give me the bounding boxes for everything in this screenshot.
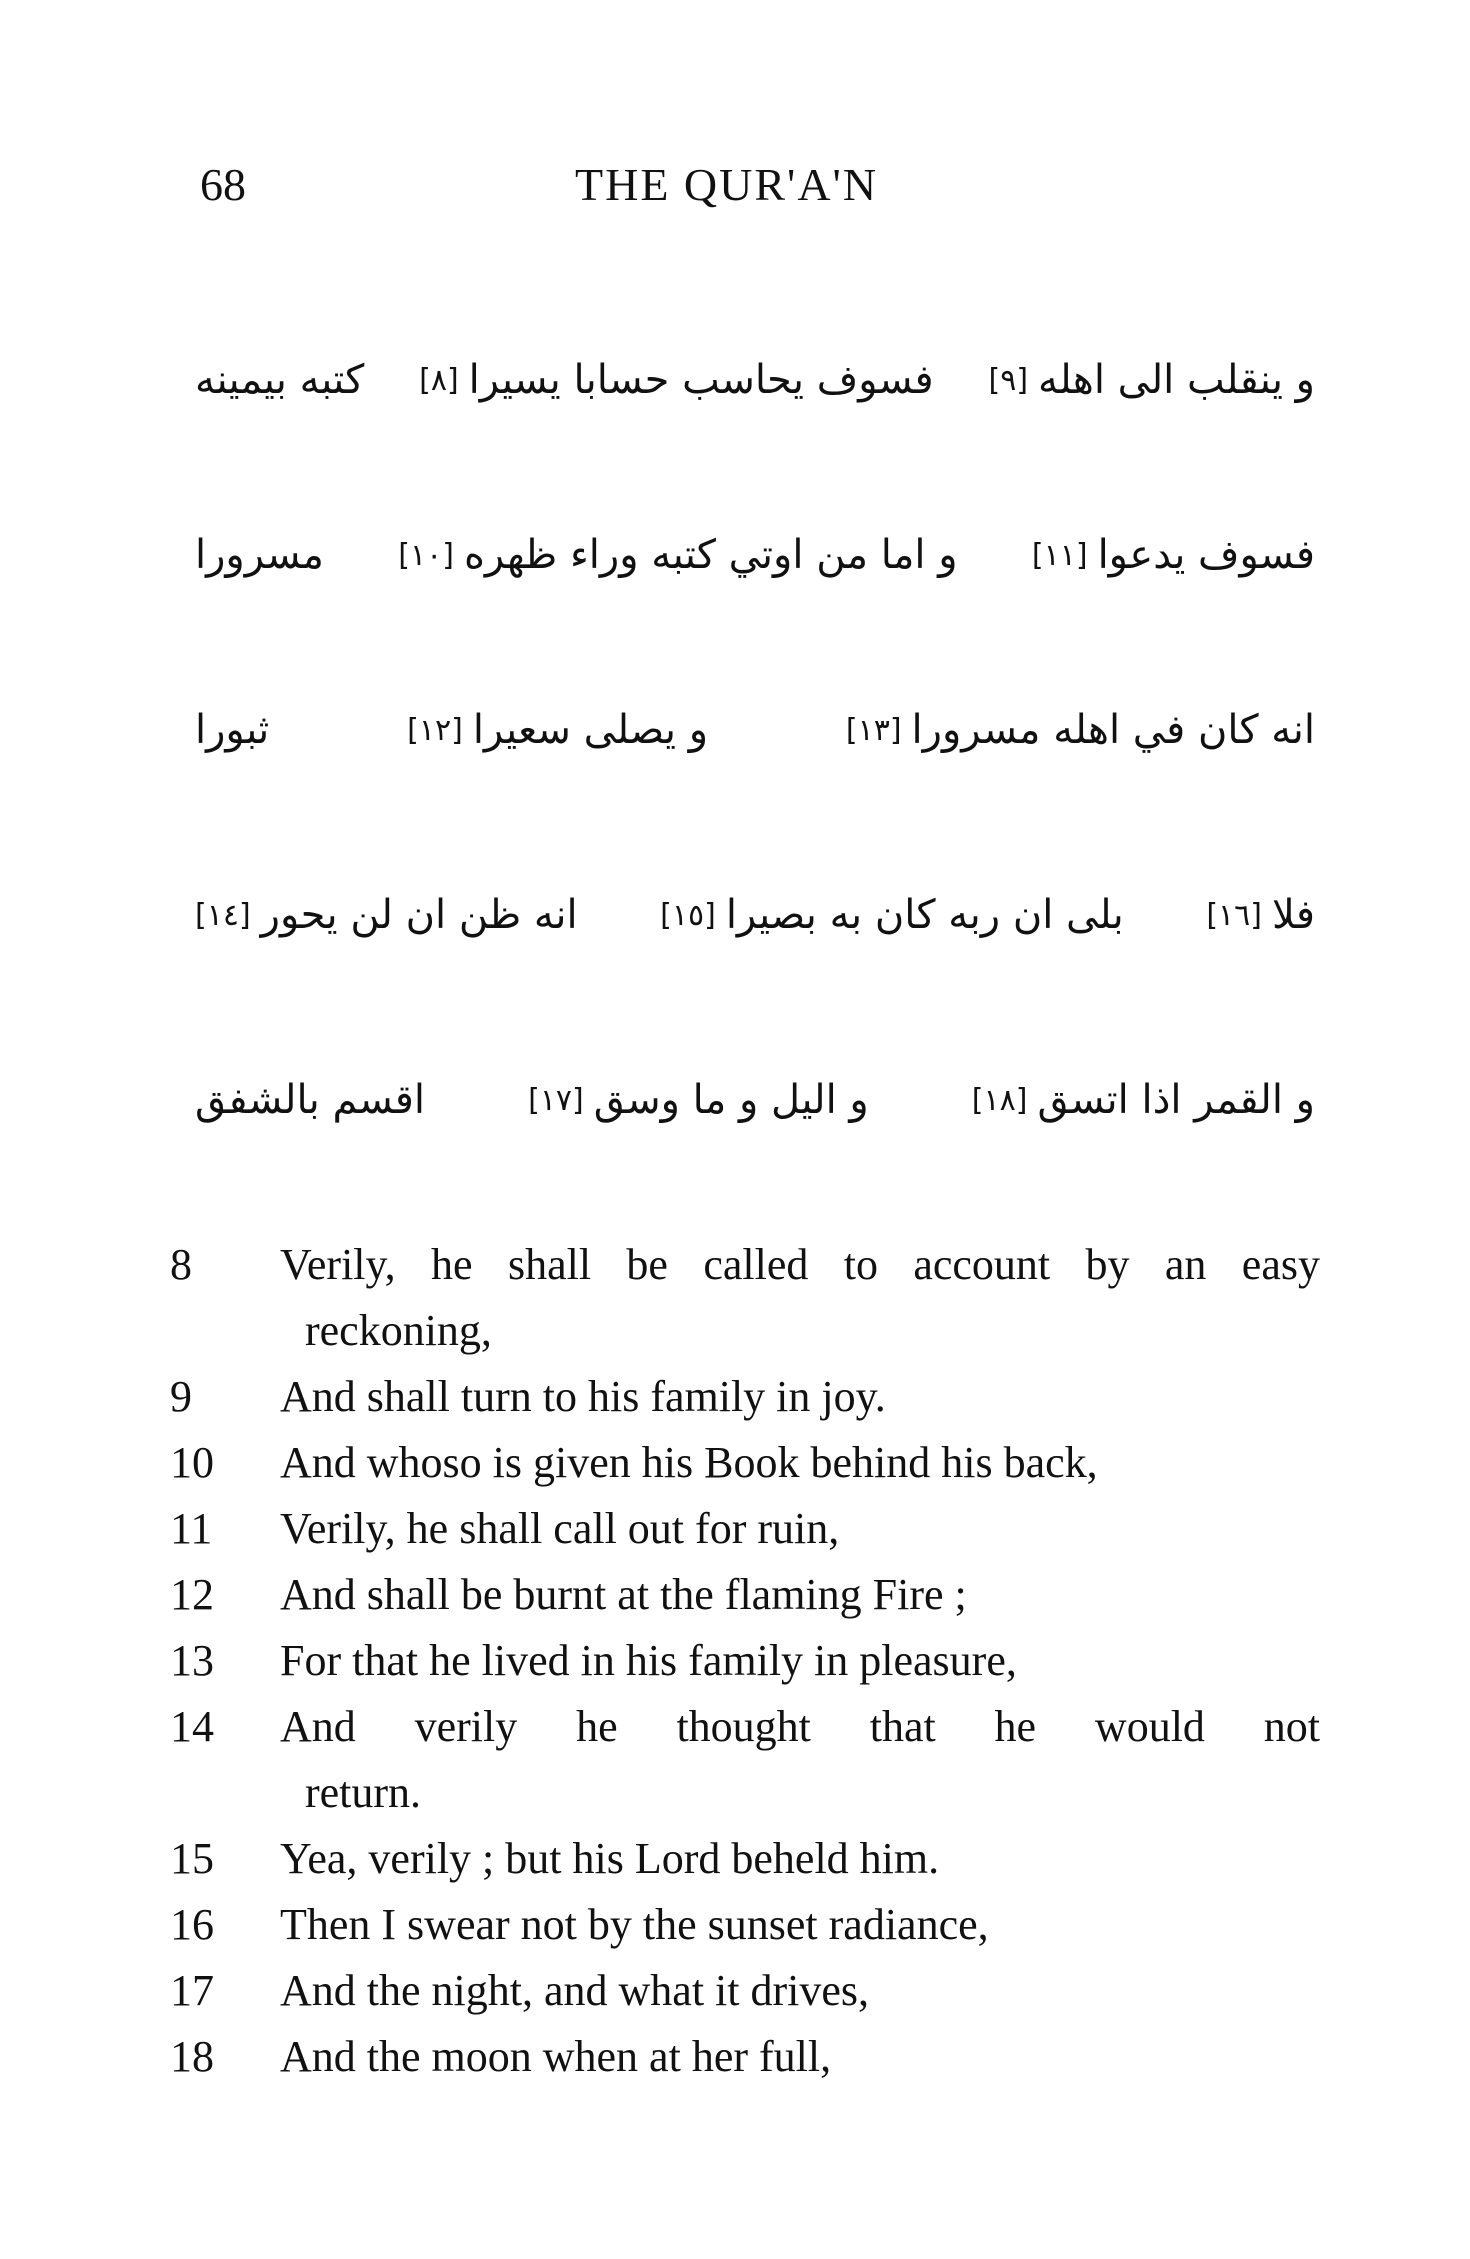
verse-number: 15 [170, 1834, 214, 1883]
arabic-verse-text: انه ظن ان لن يحور [260, 892, 578, 938]
verse-text: And shall be burnt at the flaming Fire ; [280, 1570, 967, 1619]
verse-line [170, 1826, 1320, 1892]
verse-number: 18 [170, 2032, 214, 2081]
arabic-verse-text: فسوف يحاسب حسابا يسيرا [468, 357, 934, 403]
arabic-segment [988, 357, 1315, 403]
verse-line [170, 1958, 1320, 2024]
verse-marker: [١١] [1031, 537, 1088, 573]
arabic-verse-text: فلا [1271, 892, 1315, 938]
arabic-verse-text: كتبه بيمينه [195, 357, 365, 403]
english-translation [170, 1232, 1320, 2090]
verse-text: Verily, he shall be called to account by an easy [280, 1240, 1320, 1289]
page-number: 68 [200, 159, 246, 210]
verse-marker: [١٥] [660, 897, 716, 933]
verse-line [170, 2024, 1320, 2090]
arabic-verse-text: بلى ان ربه كان به بصيرا [725, 892, 1124, 938]
verse-text: Verily, he shall call out for ruin, [280, 1504, 840, 1553]
verse-number: 11 [170, 1504, 213, 1553]
arabic-verse-text: مسرورا [195, 532, 324, 578]
verse-text: And shall turn to his family in joy. [280, 1372, 886, 1421]
arabic-verse-text: فسوف يدعوا [1097, 532, 1315, 578]
verse-text: Then I swear not by the sunset radiance, [280, 1900, 989, 1949]
verse-marker: [١٤] [195, 897, 251, 933]
verse-marker: [١٣] [845, 712, 902, 748]
arabic-line [195, 855, 1315, 975]
arabic-segment [195, 1077, 425, 1123]
verse-number: 12 [170, 1570, 214, 1619]
arabic-verse-text: و ينقلب الى اهله [1038, 357, 1315, 403]
verse-number: 13 [170, 1636, 214, 1685]
arabic-segment [419, 357, 934, 403]
arabic-segment [195, 532, 324, 578]
verse-number: 10 [170, 1438, 214, 1487]
verse-line [170, 1364, 1320, 1430]
arabic-verse-text: و يصلى سعيرا [472, 707, 709, 753]
verse-marker: [٩] [988, 362, 1029, 398]
verse-number: 8 [170, 1240, 192, 1289]
arabic-segment [972, 1077, 1315, 1123]
verse-line [170, 1562, 1320, 1628]
arabic-segment [195, 707, 269, 753]
verse-marker: [١٢] [407, 712, 463, 748]
arabic-segment [846, 707, 1315, 753]
verse-marker: [١٨] [971, 1082, 1028, 1118]
arabic-line [195, 670, 1315, 790]
arabic-segment [528, 1077, 869, 1123]
verse-text: And the night, and what it drives, [280, 1966, 870, 2015]
verse-marker: [١٧] [528, 1082, 584, 1118]
verse-text: For that he lived in his family in pleasure, [280, 1636, 1017, 1685]
verse-number: 9 [170, 1372, 192, 1421]
arabic-line [195, 495, 1315, 615]
verse-text: And the moon when at her full, [280, 2032, 832, 2081]
verse-text: And verily he thought that he would not [280, 1702, 1320, 1751]
verse-continuation: reckoning, [305, 1306, 492, 1355]
arabic-segment [195, 892, 578, 938]
arabic-verse-text: و القمر اذا اتسق [1037, 1077, 1315, 1123]
verse-marker: [١٠] [398, 537, 454, 573]
arabic-verse-text: انه كان في اهله مسرورا [911, 707, 1315, 753]
verse-marker: [١٦] [1206, 897, 1262, 933]
arabic-segment [660, 892, 1124, 938]
verse-line [170, 1694, 1320, 1760]
arabic-verse-text: و اليل و ما وسق [593, 1077, 869, 1123]
arabic-segment [407, 707, 708, 753]
arabic-text-block [195, 300, 1315, 1180]
arabic-segment [195, 357, 364, 403]
arabic-segment [398, 532, 957, 578]
running-title: THE QUR'A'N [575, 159, 879, 210]
verse-number: 16 [170, 1900, 214, 1949]
verse-line [170, 1232, 1320, 1298]
verse-line [170, 1496, 1320, 1562]
arabic-segment [1032, 532, 1315, 578]
arabic-verse-text: و اما من اوتي كتبه وراء ظهره [463, 532, 958, 578]
arabic-verse-text: ثبورا [195, 707, 270, 753]
arabic-line [195, 320, 1315, 440]
verse-line [170, 1892, 1320, 1958]
verse-line [170, 1430, 1320, 1496]
arabic-line [195, 1040, 1315, 1160]
arabic-segment [1206, 892, 1315, 938]
verse-text: And whoso is given his Book behind his back, [280, 1438, 1098, 1487]
arabic-verse-text: اقسم بالشفق [195, 1077, 426, 1123]
verse-number: 17 [170, 1966, 214, 2015]
verse-continuation: return. [305, 1768, 422, 1817]
verse-marker: [٨] [419, 362, 459, 398]
page-header [0, 150, 1470, 230]
verse-line [170, 1628, 1320, 1694]
verse-number: 14 [170, 1702, 214, 1751]
verse-text: Yea, verily ; but his Lord beheld him. [280, 1834, 940, 1883]
